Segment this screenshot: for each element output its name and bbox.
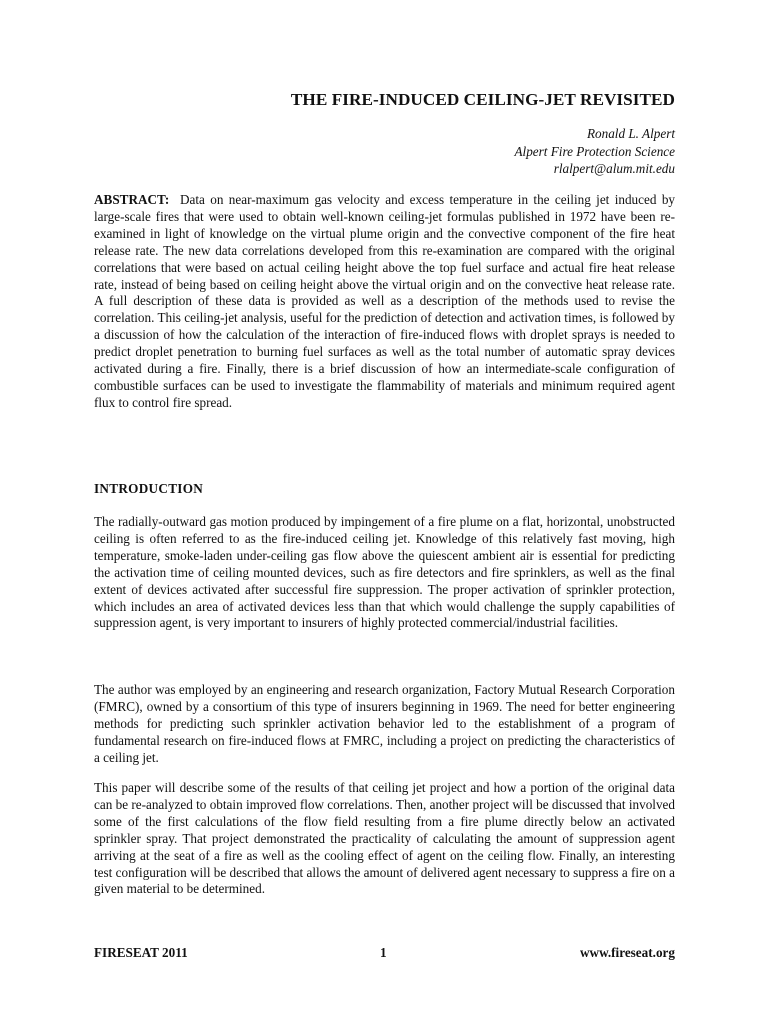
paper-title: THE FIRE-INDUCED CEILING-JET REVISITED: [290, 90, 675, 109]
abstract-text: Data on near-maximum gas velocity and excess temperature in the ceiling jet induced by large-scale fires that were used to obtain well-known ceiling-jet formulas published in 1972 have been re-examined in light of knowledge on the virtual plume origin and the convective component of the fire heat release rate. The new data correlations developed from this re-examination are compared with the original correlations that were based on actual ceiling height above the top fuel surface and actual fire heat release rate, instead of being based on ceiling height above the virtual origin and on the convective heat release rate. A full description of these data is provided as well as a description of the methods used to revise the correlation. This ceiling-jet analysis, useful for the prediction of detection and activation times, is followed by a discussion of how the calculation of the interaction of fire-induced flows with droplet sprays is needed to predict droplet penetration to burning fuel surfaces as well as the total number of automatic spray devices activated during a fire. Finally, there is a brief discussion of how an intermediate-scale configuration of combustible surfaces can be used to investigate the flammability of materials and minimum required agent flux to control fire spread.: [94, 192, 676, 410]
author-block: [514, 125, 675, 178]
abstract-label: ABSTRACT:: [94, 192, 170, 207]
author-email: rlalpert@alum.mit.edu: [553, 161, 675, 176]
footer-conference: FIRESEAT 2011: [94, 945, 188, 960]
author-affiliation: Alpert Fire Protection Science: [514, 143, 675, 159]
author-name: Ronald L. Alpert: [586, 126, 675, 141]
intro-paragraph: The author was employed by an engineering and research organization, Factory Mutual Research Corporation (FMRC), owned by a consortium of this type of insurers beginning in 1969. The need for better engineering methods for predicting such sprinkler activation behavior led to the establishment of a program of fundamental research on fire-induced flows at FMRC, including a project on predicting the characteristics of a ceiling jet.: [94, 682, 675, 765]
section-heading-introduction: INTRODUCTION: [94, 481, 204, 496]
intro-paragraph: The radially-outward gas motion produced by impingement of a fire plume on a flat, horizontal, unobstructed ceiling is often referred to as the fire-induced ceiling jet. Knowledge of this relatively fast moving, high temperature, smoke-laden under-ceiling gas flow above the quiescent ambient air is essential for predicting the activation time of ceiling mounted devices, such as fire detectors and fire sprinklers, as well as the final extent of devices activated after successful fire suppression. The proper activation of sprinkler protection, which includes an area of activated devices less than that which would challenge the supply capabilities of suppression agent, is very important to insurers of highly protected commercial/industrial facilities.: [94, 514, 675, 631]
footer-website: www.fireseat.org: [580, 945, 675, 960]
page-footer: [94, 944, 675, 961]
abstract: [94, 192, 675, 412]
intro-paragraph: This paper will describe some of the results of that ceiling jet project and how a portion of the original data can be re-analyzed to obtain improved flow correlations. Then, another project will be discussed that involved some of the first calculations of the flow field resulting from a fire plume directly below an activated sprinkler spray. That project demonstrated the practicality of calculating the amount of suppression agent arriving at the seat of a fire as well as the cooling effect of agent on the ceiling flow. Finally, an interesting test configuration will be described that allows the amount of delivered agent necessary to suppress a fire on a given material to be determined.: [94, 780, 675, 897]
footer-page-number: 1: [380, 945, 387, 960]
